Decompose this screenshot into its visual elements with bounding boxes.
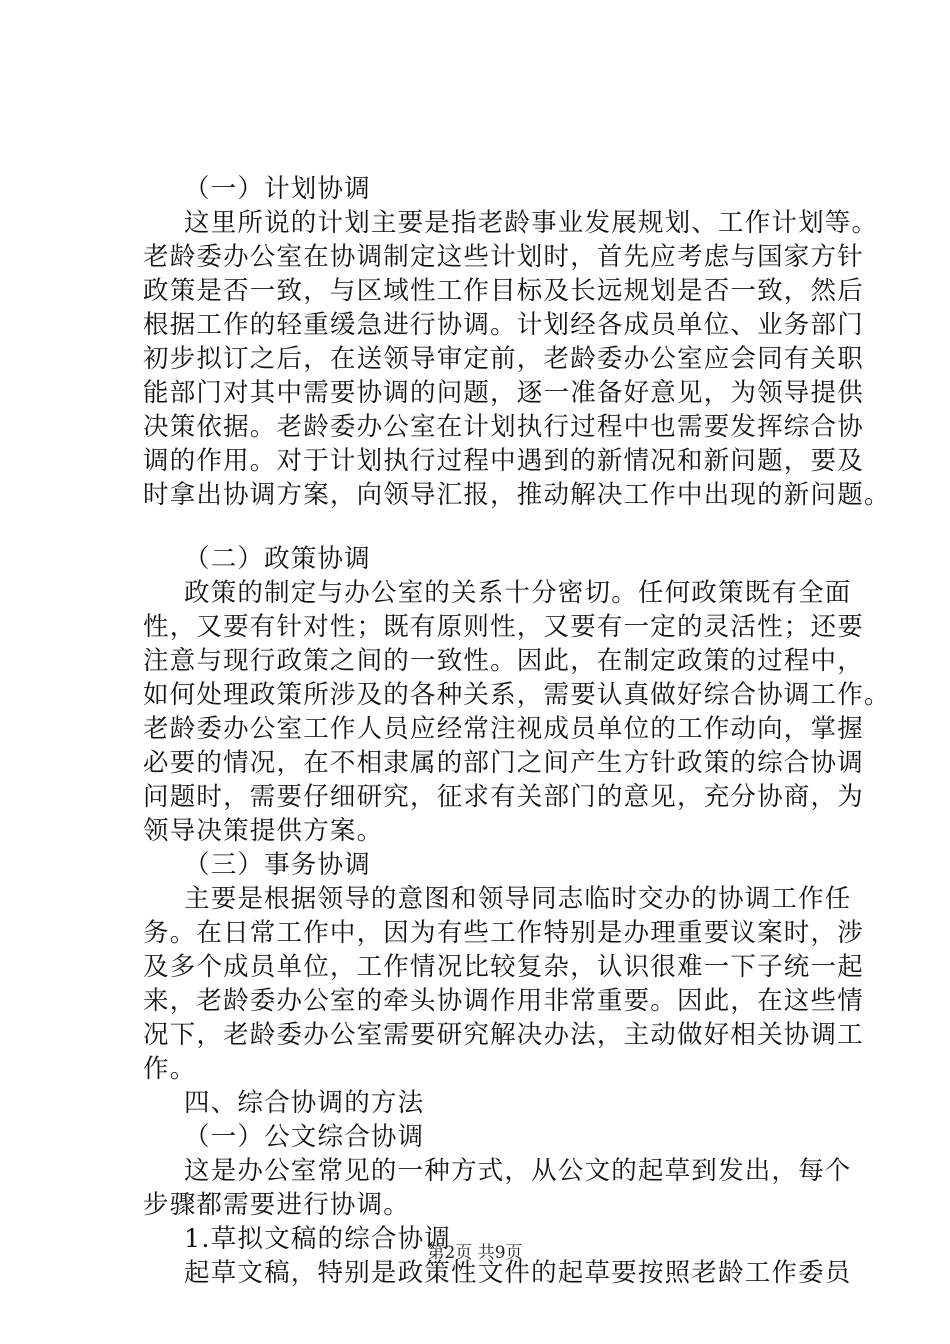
section-heading-policy: （二）政策协调 (184, 544, 371, 574)
paragraph-line: 政策的制定与办公室的关系十分密切。任何政策既有全面 (184, 578, 852, 608)
paragraph-line: 及多个成员单位，工作情况比较复杂，认识很难一下子统一起 (143, 952, 864, 982)
paragraph-line: 初步拟订之后，在送领导审定前，老龄委办公室应会同有关职 (143, 344, 864, 374)
paragraph-line: 能部门对其中需要协调的问题，逐一准备好意见，为领导提供 (143, 378, 864, 408)
section-gap (143, 512, 851, 542)
paragraph-line: 政策是否一致，与区域性工作目标及长远规划是否一致，然后 (143, 276, 864, 306)
item-heading-drafting: 1.草拟文稿的综合协调 (184, 1224, 452, 1254)
paragraph-line: 老龄委办公室工作人员应经常注视成员单位的工作动向，掌握 (143, 714, 864, 744)
paragraph-line: 调的作用。对于计划执行过程中遇到的新情况和新问题，要及 (143, 446, 864, 476)
paragraph-line: 老龄委办公室在协调制定这些计划时，首先应考虑与国家方针 (143, 242, 864, 272)
paragraph-line: 这里所说的计划主要是指老龄事业发展规划、工作计划等。 (184, 208, 879, 238)
page-footer: 第2页 共9页 (427, 1243, 523, 1263)
paragraph-line: 根据工作的轻重缓急进行协调。计划经各成员单位、业务部门 (143, 310, 864, 340)
document-body (143, 172, 891, 1290)
paragraph-line: 务。在日常工作中，因为有些工作特别是办理重要议案时，涉 (143, 918, 864, 948)
paragraph-line: 如何处理政策所涉及的各种关系，需要认真做好综合协调工作。 (143, 680, 891, 710)
paragraph-line: 时拿出协调方案，向领导汇报，推动解决工作中出现的新问题。 (143, 480, 891, 510)
part-heading-methods: 四、综合协调的方法 (184, 1088, 425, 1118)
paragraph-line: 况下，老龄委办公室需要研究解决办法，主动做好相关协调工 (143, 1020, 864, 1050)
paragraph-line: 起草文稿，特别是政策性文件的起草要按照老龄工作委员 (184, 1258, 852, 1288)
section-heading-affairs: （三）事务协调 (184, 850, 371, 880)
paragraph-line: 领导决策提供方案。 (143, 816, 384, 846)
paragraph-line: 决策依据。老龄委办公室在计划执行过程中也需要发挥综合协 (143, 412, 864, 442)
paragraph-line: 步骤都需要进行协调。 (143, 1190, 411, 1220)
paragraph-line: 必要的情况，在不相隶属的部门之间产生方针政策的综合协调 (143, 748, 864, 778)
paragraph-line: 作。 (143, 1054, 197, 1084)
paragraph-line: 性，又要有针对性；既有原则性，又要有一定的灵活性；还要 (143, 612, 864, 642)
paragraph-line: 来，老龄委办公室的牵头协调作用非常重要。因此，在这些情 (143, 986, 864, 1016)
paragraph-line: 这是办公室常见的一种方式，从公文的起草到发出，每个 (184, 1156, 852, 1186)
sub-heading-document-coordination: （一）公文综合协调 (184, 1122, 425, 1152)
section-heading-plan: （一）计划协调 (184, 174, 371, 204)
paragraph-line: 注意与现行政策之间的一致性。因此，在制定政策的过程中， (143, 646, 864, 676)
paragraph-line: 问题时，需要仔细研究，征求有关部门的意见，充分协商，为 (143, 782, 864, 812)
paragraph-line: 主要是根据领导的意图和领导同志临时交办的协调工作任 (184, 884, 852, 914)
